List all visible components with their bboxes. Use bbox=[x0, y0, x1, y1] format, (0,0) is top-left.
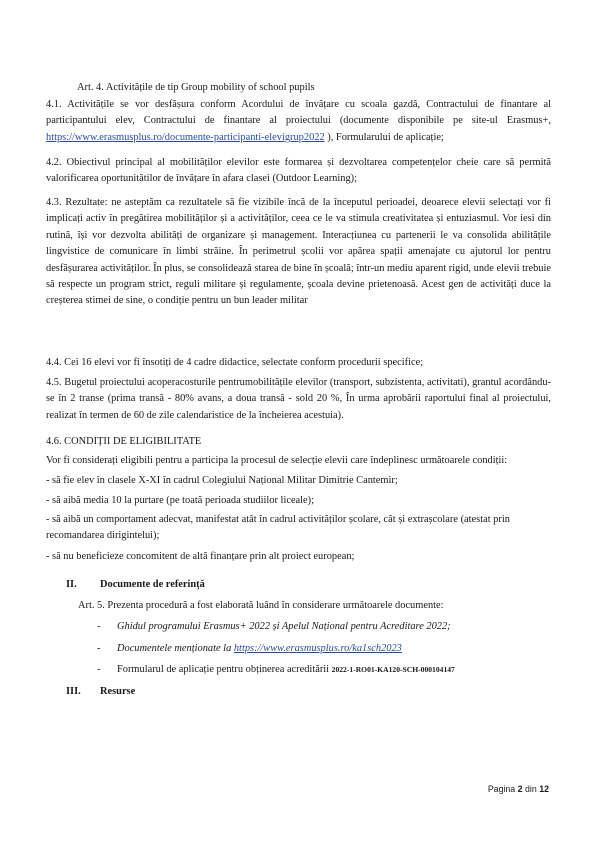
ref-dash: - bbox=[97, 664, 101, 675]
condition-item: - să nu beneficieze concomitent de altă finanțare prin alt proiect european; bbox=[46, 551, 355, 562]
paragraph-4-1 bbox=[46, 97, 551, 146]
paragraph-4-6-intro: Vor fi considerați eligibili pentru a participa la procesul de selecție elevii care îndeplinesc următoarele condiții: bbox=[46, 455, 508, 466]
paragraph-4-2: 4.2. Obiectivul principal al mobilităților elevilor este formarea și dezvoltarea competențelor cheie care să permită valorificarea oportunitătilor de învățare în afara clasei (Outdoor Learning); bbox=[46, 157, 551, 185]
ref-item-guide: Ghidul programului Erasmus+ 2022 și Apelul Național pentru Acreditare 2022; bbox=[117, 621, 451, 632]
condition-item: - să aibă media 10 la purtare (pe toată perioada studiilor liceale); bbox=[46, 495, 315, 506]
erasmus-link-1[interactable]: https://www.erasmusplus.ro/documente-participanti-elevigrup2022 bbox=[46, 131, 325, 143]
condition-item: - să fie elev în clasele X-XI în cadrul Colegiului Național Militar Dimitrie Cantemir; bbox=[46, 475, 398, 486]
ref-item-documents bbox=[117, 641, 402, 657]
art5-text: Art. 5. Prezenta procedură a fost elaborată luând în considerare următoarele documente: bbox=[78, 600, 444, 611]
ref2-text: Documentele menționate la bbox=[117, 643, 234, 654]
ref-item-form bbox=[117, 662, 455, 678]
ref-dash: - bbox=[97, 643, 101, 654]
section-2-title: Documente de referință bbox=[100, 579, 205, 590]
section-3-title: Resurse bbox=[100, 686, 136, 697]
p41-text-a: 4.1. Activitățile se vor desfășura conform Acordului de învățare cu scoala gazdă, Contractului de finantare al participantului elev, Contractului de finantare al proiectului (documente disponibile pe site-ul Erasmus+, bbox=[46, 99, 551, 127]
erasmus-link-2[interactable]: https://www.erasmusplus.ro/ka1sch2023 bbox=[233, 643, 402, 654]
condition-item: - să aibă un comportament adecvat, manifestat atât în cadrul activităților școlare, cât și extrașcolare (atestat prin recomandarea dirigintelui); bbox=[46, 514, 510, 542]
section-3-number: III. bbox=[66, 686, 81, 697]
art4-title: Art. 4. Activitățile de tip Group mobility of school pupils bbox=[77, 82, 315, 93]
accreditation-code: 2022-1-RO01-KA120-SCH-000104147 bbox=[331, 665, 455, 674]
paragraph-4-4: 4.4. Cei 16 elevi vor fi însotiți de 4 cadre didactice, selectate conform procedurii specifice; bbox=[46, 357, 424, 368]
footer-prefix: Pagina bbox=[487, 784, 518, 794]
section-2-number: II. bbox=[66, 579, 77, 590]
paragraph-4-5: 4.5. Bugetul proiectului acoperacosturile pentrumobilitățile elevilor (transport, subzistenta, activitati), grantul acordându-se în 2 transe (prima transă - 80% avans, a doua transă - sold 20 %, În urma aprobării raportului final al proiectului, realizat în termen de 60 de zile calendaristice de la încheierea acestuia). bbox=[46, 377, 551, 421]
footer-mid: din bbox=[522, 784, 540, 794]
footer-page-number: 2 bbox=[517, 784, 523, 794]
p41-text-b: ), Formularului de aplicație; bbox=[324, 131, 444, 143]
paragraph-4-3: 4.3. Rezultate: ne asteptăm ca rezultatele să fie vizibile încă de la începutul perioadei, deoarece elevii selectați vor fi implicați activ în pregătirea mobilităților și a activităților, ceea ce le va stimula creativitatea și entuziasmul. Vor iesi din rutină, își vor dezvolta abilități de organizare și management. Interacțiunea cu partenerii le va consolida abilitățile lingvistice de comunicare în limbi străine. În perimetrul școlii vor apărea spații amenajate cu ajutorul lor pentru desfășurarea activităților. În plus, se consolidează starea de bine în școală; într-un mediu aparent rigid, unde elevii trebuie să respecte un program strict, reguli militare și regulamente, școala devine prietenoasă. Acest gen de activități duce la creșterea stimei de sine, o condiție pentru un bun leader militar bbox=[46, 197, 551, 307]
page-footer bbox=[488, 781, 549, 797]
ref-dash: - bbox=[97, 621, 101, 632]
ref3-text: Formularul de aplicație pentru obținerea acreditării bbox=[117, 664, 332, 675]
paragraph-4-6-title: 4.6. CONDIȚII DE ELIGIBILITATE bbox=[46, 436, 202, 447]
footer-page-total: 12 bbox=[539, 784, 549, 794]
